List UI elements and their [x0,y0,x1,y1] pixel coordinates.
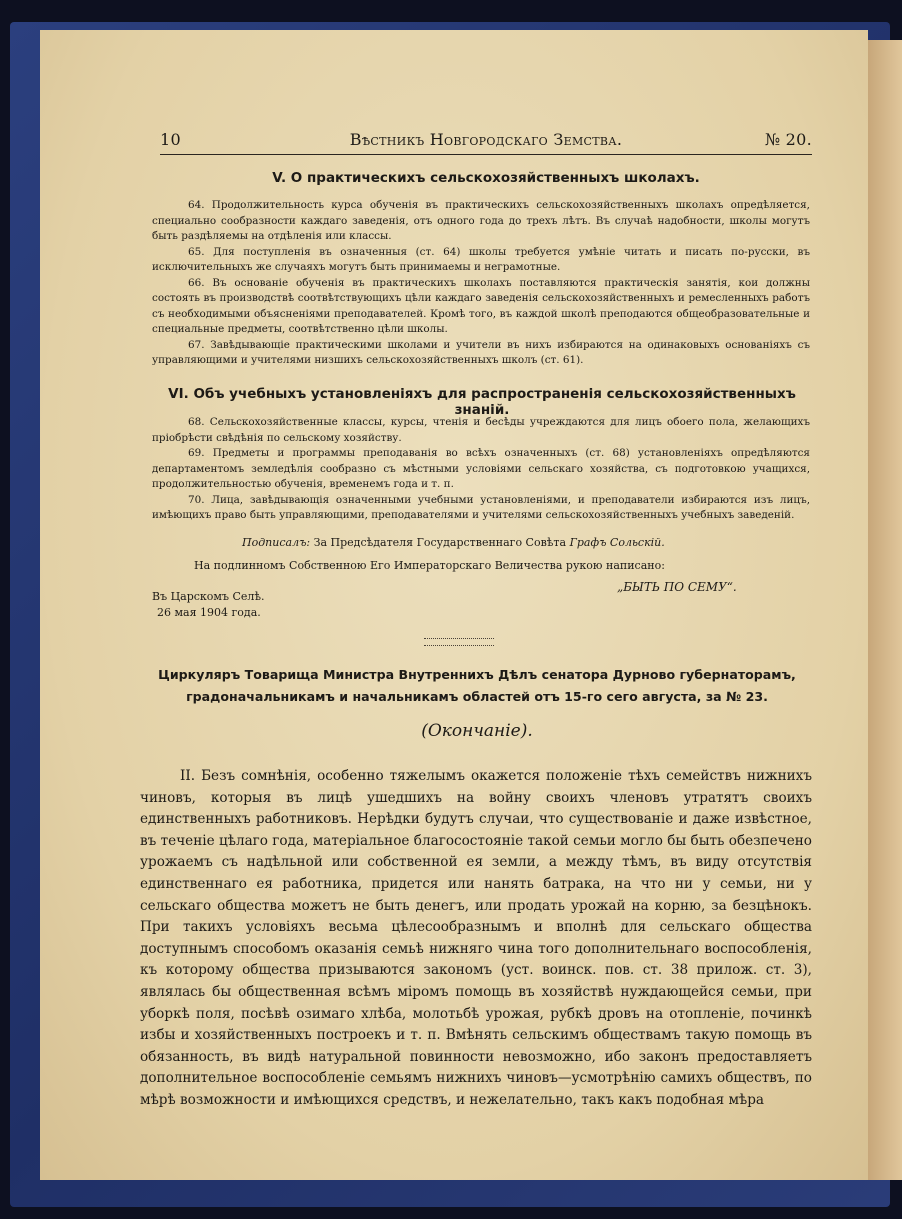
original-note: На подлинномъ Собственною Его Императорскаго Величества рукою написано: [194,559,665,572]
signed-label: Подписалъ: [242,536,311,549]
paragraph-67: 67. Завѣдывающіе практическими школами и учители въ нихъ избираются на одинаковыхъ основаніяхъ съ управляющими и учителями низшихъ сельскохозяйственныхъ школъ (ст. 61). [152,338,810,366]
signing-place: Въ Царскомъ Селѣ. [152,590,265,603]
paragraph-70: 70. Лица, завѣдывающія означенными учебными установленіями, и преподаватели избираются изъ лицъ, имѣющихъ право быть управляющими, преподавателями и учителями сельскохозяйственныхъ учебныхъ заведеній. [152,493,810,521]
section-5-body [152,198,810,369]
circular-body [140,766,812,1112]
imperial-resolution: „БЫТЬ ПО СЕМУ“. [617,580,737,594]
page-number: 10 [160,130,181,149]
section-6-title: VI. Объ учебныхъ установленіяхъ для распространенія сельскохозяйственныхъ знаній. [168,386,796,418]
paragraph-64: 64. Продолжительность курса обученія въ практическихъ сельскохозяйственныхъ школахъ опредѣляется, специально сообразности каждаго заведенія, отъ одного года до трехъ лѣтъ. Въ случаѣ надобности, школы могутъ быть раздѣляемы на отдѣленія или классы. [152,199,810,242]
signed-text: За Предсѣдателя Государственнаго Совѣта [313,536,567,549]
circular-subtitle: (Окончаніе). [421,721,533,741]
section-5-title: V. О практическихъ сельскохозяйственныхъ школахъ. [272,170,700,186]
circular-paragraph-2: II. Безъ сомнѣнія, особенно тяжелымъ окажется положеніе тѣхъ семействъ нижнихъ чиновъ, которыя въ лицѣ ушедшихъ на войну своихъ членовъ утратятъ своихъ единственныхъ работниковъ. Нерѣдки будутъ случаи, что существованіе и даже извѣстное, въ теченіе цѣлаго года, матеріальное благосостояніе такой семьи могло бы быть обезпечено урожаемъ съ надѣльной или собственной ея земли, а между тѣмъ, въ виду отсутствія единственнаго ея работника, придется или нанять батрака, на что ни у семьи, ни у сельскаго общества можетъ не быть денегъ, или продать урожай на корню, за безцѣнокъ. При такихъ условіяхъ весьма цѣлесообразнымъ и вполнѣ для сельскаго общества доступнымъ способомъ оказанія семьѣ нижняго чина того дополнительнаго воспособленія, къ которому общества призываются закономъ (уст. воинск. пов. ст. 38 прилож. ст. 3), являлась бы общественная всѣмъ міромъ помощь въ хозяйствѣ нуждающейся семьи, при уборкѣ поля, посѣвѣ озимаго хлѣба, молотьбѣ урожая, рубкѣ дровъ на отопленіе, починкѣ избы и хозяйственныхъ построекъ и т. п. Вмѣнять сельскимъ обществамъ такую помощь въ обязанность, въ видѣ натуральной повинности невозможно, ибо законъ предоставляетъ дополнительное воспособленіе семьямъ нижнихъ чиновъ—усмотрѣнію самихъ обществъ, по мѣрѣ возможности и имѣющихся средствъ, и нежелательно, такъ какъ подобная мѣра [140,768,812,1108]
journal-title: Вѣстникъ Новгородскаго Земства. [349,130,623,149]
paragraph-69: 69. Предметы и программы преподаванія во всѣхъ означенныхъ (ст. 68) установленіяхъ опредѣляются департаментомъ земледѣлія сообразно съ мѣстными условіями сельскаго хозяйства, съ подготовкою учащихся, продолжительностью обученія, временемъ года и т. п. [152,447,810,490]
signer-name: Графъ Сольскій. [569,536,665,549]
signing-date: 26 мая 1904 года. [157,606,261,619]
section-6-body [152,415,810,524]
running-header [160,128,812,155]
signature-line [242,536,665,549]
circular-title: Циркуляръ Товарища Министра Внутреннихъ Дѣлъ сенатора Дурново губернаторамъ, градоначальникамъ и начальникамъ областей отъ 15-го сего августа, за № 23. [158,667,796,704]
issue-number: № 20. [764,130,812,149]
paragraph-65: 65. Для поступленія въ означенныя (ст. 64) школы требуется умѣніе читать и писать по-русски, въ исключительныхъ же случаяхъ могутъ быть принимаемы и неграмотные. [152,245,810,273]
paragraph-68: 68. Сельскохозяйственные классы, курсы, чтенія и бесѣды учреждаются для лицъ обоего пола, желающихъ пріобрѣсти свѣдѣнія по сельскому хозяйству. [152,416,810,444]
paragraph-66: 66. Въ основаніе обученія въ практическихъ школахъ поставляются практическія занятія, кои должны состоять въ производствѣ соотвѣтствующихъ цѣли каждаго заведенія сельскохозяйственныхъ и ремесленныхъ работъ съ необходимыми объясненіями преподавателей. Кромѣ того, въ каждой школѣ преподаются общеобразовательные и специальные предметы, соотвѣтственно цѣли школы. [152,276,810,335]
ornamental-divider [424,638,494,646]
